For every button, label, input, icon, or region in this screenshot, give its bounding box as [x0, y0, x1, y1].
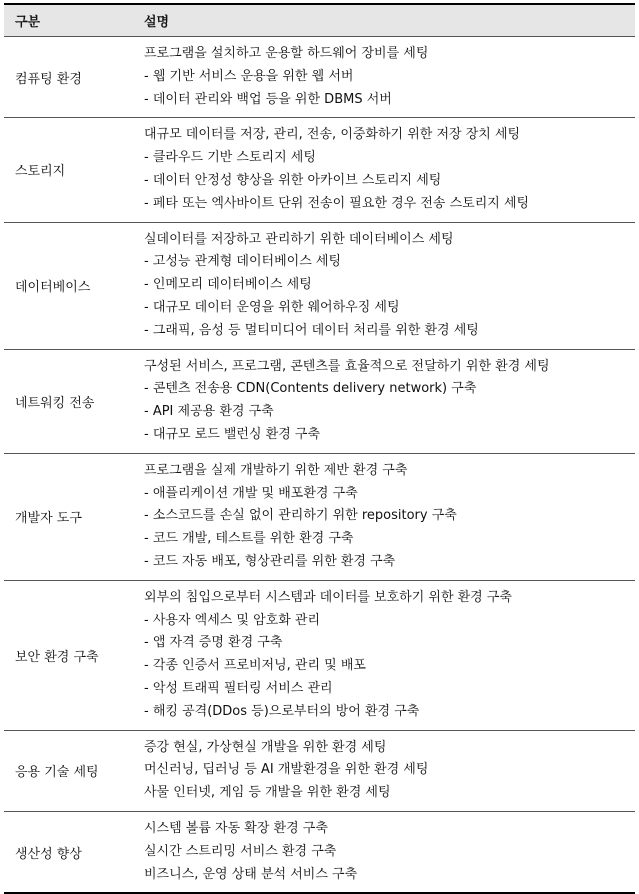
row-category: 보안 환경 구축	[4, 580, 136, 730]
description-line: - 사용자 엑세스 및 암호화 관리	[144, 612, 321, 628]
description-line: - 그래픽, 음성 등 멀티미디어 데이터 처리를 위한 환경 세팅	[144, 322, 479, 338]
row-description	[136, 349, 635, 453]
table-row	[4, 222, 635, 349]
description-line: 사물 인터넷, 게임 등 개발을 위한 환경 세팅	[144, 785, 391, 801]
description-summary: 외부의 침입으로부터 시스템과 데이터를 보호하기 위한 환경 구축	[144, 589, 512, 605]
row-description	[136, 730, 635, 811]
description-line: - 데이터 안정성 향상을 위한 아카이브 스토리지 세팅	[144, 172, 442, 188]
description-line: - 대규모 데이터 운영을 위한 웨어하우징 세팅	[144, 299, 400, 315]
description-line: - 대규모 로드 밸런싱 환경 구축	[144, 426, 321, 442]
table-row	[4, 349, 635, 453]
table-row	[4, 118, 635, 222]
description-summary: 프로그램을 설치하고 운용할 하드웨어 장비를 세팅	[144, 46, 429, 61]
row-description	[136, 580, 635, 730]
description-line: - 클라우드 기반 스토리지 세팅	[144, 150, 316, 166]
row-category: 스토리지	[4, 118, 136, 222]
description-line: - API 제공용 환경 구축	[144, 404, 274, 420]
description-summary: 구성된 서비스, 프로그램, 콘텐츠를 효율적으로 전달하기 위한 환경 세팅	[144, 358, 550, 374]
row-category: 개발자 도구	[4, 453, 136, 580]
description-line: - 악성 트래픽 필터링 서비스 관리	[144, 680, 333, 696]
table-row	[4, 580, 635, 730]
description-line: 비즈니스, 운영 상태 분석 서비스 구축	[144, 866, 358, 882]
description-line: - 콘텐츠 전송용 CDN(Contents delivery network) 구축	[144, 381, 477, 397]
description-line: 실시간 스트리밍 서비스 환경 구축	[144, 843, 337, 859]
infrastructure-table	[4, 3, 635, 894]
row-category: 네트워킹 전송	[4, 349, 136, 453]
description-line: 머신러닝, 딥러닝 등 AI 개발환경을 위한 환경 세팅	[144, 762, 429, 778]
description-summary: 증강 현실, 가상현실 개발을 위한 환경 세팅	[144, 739, 387, 755]
row-description	[136, 453, 635, 580]
row-category: 생산성 향상	[4, 811, 136, 893]
description-line: - 각종 인증서 프로비저닝, 관리 및 배포	[144, 658, 366, 674]
description-line: - 페타 또는 엑사바이트 단위 전송이 필요한 경우 전송 스토리지 세팅	[144, 195, 530, 211]
row-category: 컴퓨팅 환경	[4, 37, 136, 118]
description-line: - 웹 기반 서비스 운용을 위한 웹 서버	[144, 68, 354, 84]
table-row	[4, 811, 635, 893]
description-summary: 대규모 데이터를 저장, 관리, 전송, 이중화하기 위한 저장 장치 세팅	[144, 127, 521, 143]
description-line: - 코드 자동 배포, 형상관리를 위한 환경 구축	[144, 553, 396, 569]
header-row	[4, 4, 635, 37]
description-summary: 시스템 볼륨 자동 확장 환경 구축	[144, 820, 328, 836]
row-category: 데이터베이스	[4, 222, 136, 349]
row-description	[136, 118, 635, 222]
description-summary: 프로그램을 실제 개발하기 위한 제반 환경 구축	[144, 462, 408, 478]
table-row	[4, 37, 635, 118]
description-line: - 인메모리 데이터베이스 세팅	[144, 277, 312, 293]
description-line: - 애플리케이션 개발 및 배포환경 구축	[144, 485, 358, 501]
description-line: - 데이터 관리와 백업 등을 위한 DBMS 서버	[144, 91, 392, 107]
header-description: 설명	[136, 4, 635, 37]
description-line: - 코드 개발, 테스트를 위한 환경 구축	[144, 531, 354, 547]
row-description	[136, 37, 635, 118]
description-line: - 해킹 공격(DDos 등)으로부터의 방어 환경 구축	[144, 703, 420, 719]
description-summary: 실데이터를 저장하고 관리하기 위한 데이터베이스 세팅	[144, 231, 454, 247]
row-description	[136, 222, 635, 349]
table-body	[4, 37, 635, 894]
description-line: - 소스코드를 손실 없이 관리하기 위한 repository 구축	[144, 508, 457, 524]
row-description	[136, 811, 635, 893]
header-category: 구분	[4, 4, 136, 37]
row-category: 응용 기술 세팅	[4, 730, 136, 811]
table-row	[4, 453, 635, 580]
table-row	[4, 730, 635, 811]
description-line: - 고성능 관계형 데이터베이스 세팅	[144, 254, 342, 270]
description-line: - 앱 자격 증명 환경 구축	[144, 635, 283, 651]
